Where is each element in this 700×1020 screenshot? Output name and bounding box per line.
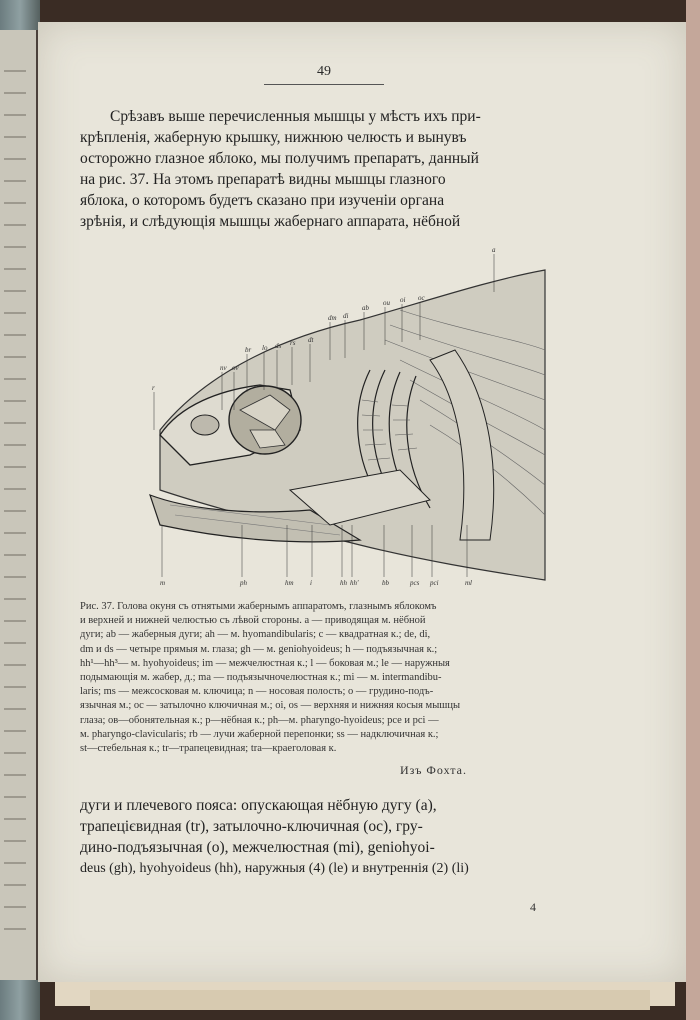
sliver-text-ghost: [4, 796, 26, 798]
page-number-rule: [264, 84, 384, 85]
sliver-text-ghost: [4, 818, 26, 820]
nostril: [191, 415, 219, 435]
sliver-text-ghost: [4, 862, 26, 864]
caption-line: язычная м.; oc — затылочно ключичная м.; oi, os — верхняя и нижняя косыя мышцы: [80, 700, 461, 712]
sliver-text-ghost: [4, 180, 26, 182]
sliver-text-ghost: [4, 224, 26, 226]
sliver-text-ghost: [4, 92, 26, 94]
paragraph-1-line: крѣпленія, жаберную крышку, нижнюю челюсть и вынувъ: [80, 129, 467, 146]
paragraph-2-line: дино-подъязычная (o), межчелюстная (mi), geniohyoi-: [80, 839, 435, 856]
caption-line: st—стебельная к.; tr—трапецевидная; tra—краеголовая к.: [80, 743, 337, 755]
page-number: 49: [317, 64, 331, 79]
paragraph-1-line: Срѣзавъ выше перечисленныя мышцы у мѣстъ ихъ при-: [110, 108, 481, 125]
sliver-text-ghost: [4, 268, 26, 270]
sliver-text-ghost: [4, 510, 26, 512]
caption-line: laris; ms — межсосковая м. ключица; n — носовая полость; o — грудино-подъ-: [80, 686, 434, 698]
figure-label: lo: [262, 344, 268, 352]
sliver-text-ghost: [4, 202, 26, 204]
paragraph-1-line: зрѣнія, и слѣдующія мышцы жабернаго аппарата, нёбной: [80, 213, 461, 230]
caption-source: Изъ Фохта.: [400, 763, 468, 777]
paragraph-2-line: deus (gh), hyohyoideus (hh), наружныя (4) (le) и внутреннія (2) (li): [80, 861, 469, 876]
book-cover-right: [686, 0, 700, 1020]
figure-labels-bottom: [160, 579, 472, 587]
figure-label: hh: [340, 579, 347, 587]
sliver-text-ghost: [4, 246, 26, 248]
sliver-text-ghost: [4, 664, 26, 666]
sliver-text-ghost: [4, 620, 26, 622]
caption-line: глаза; ов—обонятельная к.; p—нёбная к.; ph—м. pharyngo-hyoideus; pce и pci —: [80, 714, 439, 726]
sliver-text-ghost: [4, 774, 26, 776]
caption-line: м. pharyngo-clavicularis; rb — лучи жаберной перепонки; ss — надключичная к.;: [80, 728, 439, 740]
sliver-text-ghost: [4, 532, 26, 534]
figure-label: bb: [382, 579, 389, 587]
caption-line: подымающія м. жабер, д.; ma — подъязычночелюстная к.; mi — м. intermandibu-: [80, 672, 442, 684]
sliver-text-ghost: [4, 906, 26, 908]
figure-label: di: [343, 312, 349, 320]
figure-label: hm: [285, 579, 294, 587]
sliver-text-ghost: [4, 136, 26, 138]
figure-label: dm: [328, 314, 337, 322]
sliver-text-ghost: [4, 686, 26, 688]
figure-label: br: [245, 346, 252, 354]
figure-label: oc: [418, 294, 425, 302]
sliver-text-ghost: [4, 488, 26, 490]
underlying-pages-lower: [90, 990, 650, 1010]
figure-label: ml: [465, 579, 472, 587]
paragraph-2-line: дуги и плечевого пояса: опускающая нёбную дугу (a),: [80, 797, 437, 814]
sliver-text-ghost: [4, 334, 26, 336]
sliver-text-ghost: [4, 642, 26, 644]
sliver-text-ghost: [4, 312, 26, 314]
sliver-text-ghost: [4, 378, 26, 380]
figure-label: nv: [220, 364, 227, 372]
figure-label: rs: [290, 339, 296, 347]
caption-line: и верхней и нижней челюстью съ лѣвой стороны. a — приводящая м. нёбной: [80, 615, 426, 627]
paragraph-1-line: яблока, о которомъ будетъ сказано при изученіи органа: [80, 192, 445, 209]
sliver-text-ghost: [4, 730, 26, 732]
sliver-text-ghost: [4, 576, 26, 578]
sliver-text-ghost: [4, 444, 26, 446]
figure-label: i: [310, 579, 312, 587]
sliver-text-ghost: [4, 422, 26, 424]
sliver-text-ghost: [4, 928, 26, 930]
paragraph-2: [80, 795, 600, 879]
figure-label: pcs: [410, 579, 420, 587]
figure-label: a: [492, 246, 496, 254]
sliver-text-ghost: [4, 400, 26, 402]
figure-label: hh': [350, 579, 359, 587]
figure-label: ph: [240, 579, 247, 587]
caption-line: hh¹—hh³— м. hyohyoideus; im — межчелюстная к.; l — боковая м.; le — наружныя: [80, 657, 450, 669]
sliver-text-ghost: [4, 466, 26, 468]
paragraph-1-line: на рис. 37. На этомъ препаратѣ видны мышцы глазного: [80, 171, 446, 188]
sliver-text-ghost: [4, 884, 26, 886]
sliver-text-ghost: [4, 158, 26, 160]
sliver-text-ghost: [4, 114, 26, 116]
figure-label: pci: [430, 579, 439, 587]
paragraph-1: [80, 106, 600, 232]
figure-label: ou: [383, 299, 390, 307]
figure-label: ds: [275, 342, 282, 350]
paragraph-1-line: осторожно глазное яблоко, мы получимъ препаратъ, данный: [80, 150, 479, 167]
sliver-text-ghost: [4, 554, 26, 556]
previous-page-sliver: [0, 30, 38, 980]
caption-line: дуги; ab — жаберныя дуги; ah — м. hyomandibularis; c — квадратная к.; de, di,: [80, 629, 431, 641]
figure-label: ov: [232, 364, 239, 372]
caption-line: Рис. 37. Голова окуня съ отнятыми жабернымъ аппаратомъ, глазнымъ яблокомъ: [80, 601, 437, 612]
figure-caption: [80, 600, 600, 756]
figure-label: m: [160, 579, 166, 587]
figure-label: oi: [400, 296, 406, 304]
signature-mark: 4: [530, 900, 536, 914]
sliver-text-ghost: [4, 598, 26, 600]
paragraph-2-line: трапецієвидная (tr), затылочно-ключичная (oc), гру-: [80, 818, 423, 835]
caption-line: dm и ds — четыре прямыя м. глаза; gh — м. geniohyoideus; h — подъязычная к.;: [80, 643, 438, 655]
figure-label: dt: [308, 336, 314, 344]
sliver-text-ghost: [4, 752, 26, 754]
sliver-text-ghost: [4, 356, 26, 358]
sliver-text-ghost: [4, 290, 26, 292]
figure-label: r: [152, 384, 155, 392]
fish-head-illustration: [100, 240, 550, 610]
figure-label: ab: [362, 304, 369, 312]
sliver-text-ghost: [4, 840, 26, 842]
sliver-text-ghost: [4, 708, 26, 710]
sliver-text-ghost: [4, 70, 26, 72]
